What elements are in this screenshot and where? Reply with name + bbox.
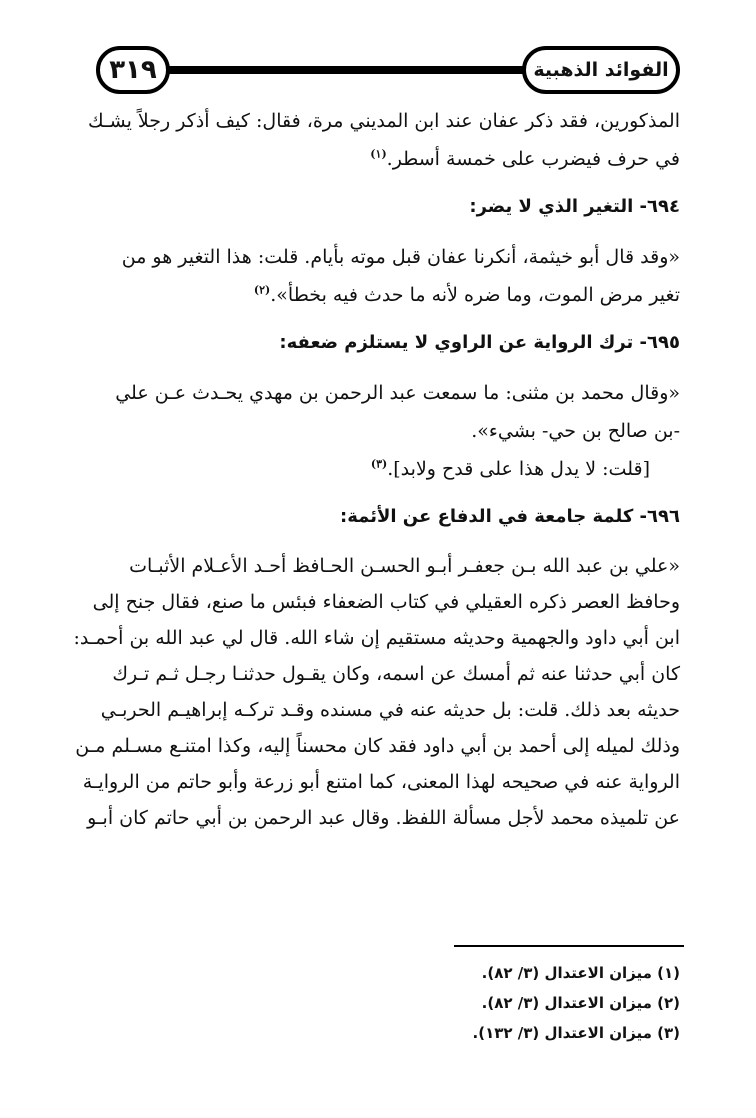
section-heading: ٦٩٦- كلمة جامعة في الدفاع عن الأئمة: xyxy=(340,506,680,527)
text-line: «وقال محمد بن مثنى: ما سمعت عبد الرحمن بن مهدي يحـدث عـن علي xyxy=(115,382,680,404)
section-heading: ٦٩٥- ترك الرواية عن الراوي لا يستلزم ضعفه: xyxy=(279,332,680,353)
text-line: عن تلميذه محمد لأجل مسألة اللفظ. وقال عبد الرحمن بن أبي حاتم كان أبـو xyxy=(87,807,680,829)
text-line: [قلت: لا يدل هذا على قدح ولابد]. xyxy=(387,458,650,480)
text-line: ابن أبي داود والجهمية وحديثه مستقيم إن شاء الله. قال لي عبد الله بن أحمـد: xyxy=(73,627,680,649)
paragraph xyxy=(72,450,680,488)
paragraph xyxy=(72,548,680,836)
footnote-ref: (٢) xyxy=(253,283,271,297)
footnote-ref: (٣) xyxy=(370,457,388,471)
paragraph xyxy=(72,102,680,178)
page-body xyxy=(72,102,680,836)
page-number: ٣١٩ xyxy=(96,46,170,94)
text-line: المذكورين، فقد ذكر عفان عند ابن المديني مرة، فقال: كيف أذكر رجلاً يشـك xyxy=(88,110,680,132)
header-rule xyxy=(156,66,540,74)
footnote: (٣) ميزان الاعتدال (٣/ ١٣٢). xyxy=(472,1024,680,1042)
section-heading: ٦٩٤- التغير الذي لا يضر: xyxy=(469,196,680,217)
text-line: «علي بن عبد الله بـن جعفـر أبـو الحسـن الحـافظ أحـد الأعـلام الأثبـات xyxy=(129,555,680,577)
footnotes xyxy=(72,958,680,1048)
footnote-ref: (١) xyxy=(370,147,387,161)
text-line: حديثه بعد ذلك. قلت: بل حديثه عنه في مسنده وقـد تركـه إبراهيـم الحربـي xyxy=(100,699,680,721)
footnote: (٢) ميزان الاعتدال (٣/ ٨٢). xyxy=(481,994,680,1012)
text-line: وذلك لميله إلى أحمد بن أبي داود فقد كان محسناً إليه، وكذا امتنـع مسـلم مـن xyxy=(75,735,680,757)
text-line: -بن صالح بن حي- بشيء». xyxy=(471,420,680,442)
text-line: وحافظ العصر ذكره العقيلي في كتاب الضعفاء فبئس ما صنع، فقال جنح إلى xyxy=(92,591,680,613)
running-title: الفوائد الذهبية xyxy=(522,46,680,94)
paragraph xyxy=(72,374,680,450)
text-line: «وقد قال أبو خيثمة، أنكرنا عفان قبل موته بأيام. قلت: هذا التغير هو من xyxy=(121,246,680,268)
text-line: تغير مرض الموت، وما ضره لأنه ما حدث فيه بخطأ». xyxy=(270,284,680,306)
paragraph xyxy=(72,238,680,314)
text-line: الرواية عنه في صحيحه لهذا المعنى، كما امتنع أبو زرعة وأبو حاتم من الروايـة xyxy=(82,771,680,793)
text-line: كان أبي حدثنا عنه ثم أمسك عن اسمه، وكان يقـول حدثنـا رجـل ثـم تـرك xyxy=(112,663,680,685)
footnote-separator xyxy=(454,945,684,947)
page-header xyxy=(96,46,680,102)
text-line: في حرف فيضرب على خمسة أسطر. xyxy=(386,148,680,170)
footnote: (١) ميزان الاعتدال (٣/ ٨٢). xyxy=(481,964,680,982)
